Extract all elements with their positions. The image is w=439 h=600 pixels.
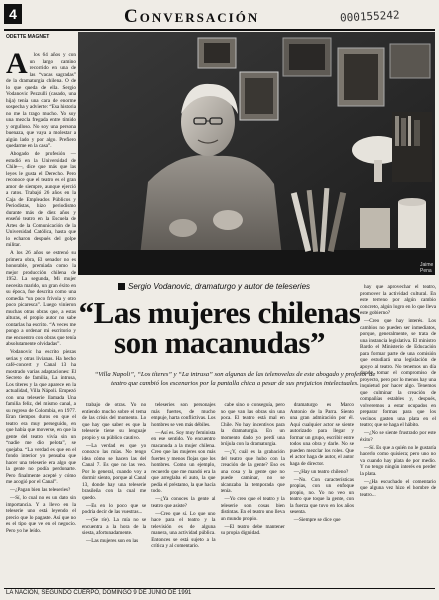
body-paragraph: —Es en lo poco que se podría decir de las vuestras... bbox=[82, 502, 147, 515]
body-column bbox=[151, 402, 215, 587]
photo-credit: Jaime Pena bbox=[420, 262, 434, 274]
body-columns bbox=[82, 402, 354, 587]
body-paragraph: —Yo creo que el teatro y la teleserie son cosas bien distintas. En el teatro uno lleva un mundo propio. bbox=[220, 496, 285, 522]
headline-line-2: son macanudas” bbox=[114, 325, 325, 360]
body-paragraph: —No. Con características propias, con un enfoque propio, no. Yo no veo un teatro que toque la gente, con la fuerza que tuvo en los años sesenta. bbox=[289, 476, 354, 515]
photo-caption: Sergio Vodanovic, dramaturgo y autor de teleseries bbox=[128, 282, 311, 291]
left-paragraph: Abogado de profesión —estudió en la Universidad de Chile—, dice que más que las leyes le gusta el Derecho. Pero reconoce que el teatro es el gran amor de siempre, aunque ejerció a ratos. Trabajó 26 años en la Caja de Empleados Públicos y Periodistas, hizo periodismo durante más de diez años y enseñó teatro en la Escuela de Artes de la Comunicación de la Universidad Católica, hasta que lo echaron después del golpe militar. bbox=[6, 151, 76, 248]
body-paragraph: —(Se ríe). La mía no se encuentra a la hora de la siesta, afortunadamente. bbox=[82, 517, 147, 536]
section-title: Conversación bbox=[124, 6, 260, 27]
body-paragraph: —La verdad es que yo conozco las mías. No tengo idea cómo se hacen las del Canal 7. Es que no las veo. Por lo general, cuando voy a dormir siento, porque al Canal 13, donde hay una teleserie brasileña con la cual me quedo. bbox=[82, 442, 147, 501]
photo-illustration bbox=[78, 32, 435, 275]
archive-reference: 000155242 bbox=[339, 8, 400, 25]
left-paragraph: A los 26 años se estrenó su primera obra, El senador no es honorable, premiada como la mejor producción chilena de 1952. La segunda, Mi mujer necesita marido, un gran éxito en su época, fue descrita como una comedia “un poco frívola y otro poco picaresca”. Luego vinieron muchas otras obras que, a estas alturas, el propio autor no sabe contarlas ha escrito. “A veces me pongo a ordenar mi escritorio y me encuentro con obras que tenía absolutamente olvidadas”. bbox=[6, 250, 76, 347]
right-paragraph: —¿Ha escuchado el comentario que alguna vez hizo el hombre de teatro... bbox=[360, 478, 436, 498]
right-paragraph: —Sí. Es que a quién no le gustaría hacerlo como quisiera; pero uno no va cuando hay plata de por medio. Y no tengo ningún interés en perder la plata. bbox=[360, 444, 436, 477]
subheadline: “Villa Napoli”, “Los títeres” y “La intrusa” son algunas de las telenovelas de este abogado y profesor de teatro que cambió los escenarios por la pantalla chica a pesar de sus prejuicios intelectuales. bbox=[94, 371, 376, 387]
body-column bbox=[82, 402, 146, 587]
left-paragraph: —¿Pagan bien las teleseries? bbox=[10, 487, 71, 493]
body-paragraph: —¿Y, cuál es la grabación del teatro que hubo con la creación de la gente? Eso es una cosa y la gente que no puede caminar, no se alcanzaba la temporada que tenía. bbox=[220, 449, 285, 494]
page-number: 4 bbox=[4, 4, 22, 24]
body-paragraph: dramaturgo es Marco Antonio de la Parra. Siento una gran admiración por él. Aquí cualquier actor se siente autorizado para llegar y formar un grupo, escribir entre todos una obra y darle. No se pueden mezclar los roles. Que el actor haga de autor, el autor haga de director. bbox=[289, 402, 354, 467]
footer-dateline: LA NACION, SEGUNDO CUERPO, DOMINGO 9 DE JUNIO DE 1991 bbox=[6, 590, 192, 596]
portrait-photo bbox=[78, 32, 435, 275]
byline: ODETTE MAGNET bbox=[6, 34, 50, 40]
right-paragraph: —¿No se siente frustrado por este éxito? bbox=[360, 430, 436, 443]
headline-line-1: “Las mujeres chilenas bbox=[78, 295, 361, 330]
body-paragraph: —Creo que sí. Lo que uno hace para el teatro y la televisión es de alguna manera, una actividad pública. Entonces se está sujeto a la crítica y al comentario. bbox=[151, 510, 216, 549]
body-paragraph: —Así es. Soy muy feminista en ese sentido. Yo encuentro macanuda a la mujer chilena. Creo que las mujeres son más fuertes y menos flojas que los hombres. Como un ejemplo, recuerdo que me mandó era la que arreglaba el auto, la que pedía el préstamo, la que hacía todo. bbox=[151, 429, 216, 494]
body-paragraph: —Las mujeres son en las bbox=[86, 538, 139, 544]
left-paragraph: Vodanovic ha escrito piezas serias y otras livianas. Ha hecho café-concert y Canal 13 ha mostrado varias adaptaciones: El Secreto de familia, La intrusa, Los títeres y la que aparece en la actualidad, Villa Nápoli. Empezó con una teleserie llamada Una familia feliz, del mismo canal, a su regreso de Colombia, en 1977. Eran tiempos duros en que el teatro era muy perseguido, en que había que moverse, en que la gente del teatro vivía sin un “nadie me dio pelota”, se quejaba. “La verdad es que en el fondo interior yo pensaba que hacer una teleserie era algo que la gente no podía perdonarte. Pero finalmente acepté y cómo me acogió por el Canal”. bbox=[6, 349, 76, 485]
body-paragraph: —Siempre se dice que bbox=[293, 517, 341, 523]
header-bar bbox=[4, 4, 435, 28]
body-paragraph: —¿Hay un teatro chileno? bbox=[293, 468, 349, 475]
left-paragraph: los 64 años y con un largo camino recorrido en una de las “vacas sagradas” de la dramaturgia chilena. O de lo que queda de ella. Sergio Vodanovic Pezzulli (casado, una hija) tenía una cara de enorme sospecha y advierte: “Esa historia no me la trago mucho. Yo soy una mezcla fregada entre tímido y orgulloso. No soy una persona buenaza, que vaya a molestar a algún lado y por algo. Prefiero quedarme en la casa”. bbox=[6, 52, 76, 149]
right-paragraph: hay que aprovechar el teatro, promover la actividad cultural. En este terreno por algún cambio concreto, algún logro en lo que lleva este gobierno? bbox=[360, 284, 436, 316]
body-column bbox=[221, 402, 285, 587]
body-paragraph: cabe sino o conseguía, pero no que van las obras sin una poca. El teatro está mal en Chile. No hay incentivos para la dramaturgia. En un momento dado yo perdí una brújula con la dramaturgia. bbox=[220, 402, 285, 447]
body-paragraph: trabajo de otras. Yo no entiendo mucho sobre el tema de las crisis del momento. Lo que hay que saber es que la teleserie tiene su lenguaje propio y su público cautivo. bbox=[82, 402, 147, 441]
body-paragraph: —¿Ya conoces la gente al teatro que asiste? bbox=[151, 496, 216, 509]
body-paragraph: teleseries son personajes más fuertes, de mucho empuje, harta conflictivas. Los hombres se ven más débiles. bbox=[151, 402, 216, 428]
right-paragraph: —Creo que hay interés. Los cambios no pueden ser inmediatos, porque, generalmente, se trata de una instancia legislativa. El ministro Bardo el Ministerio de Educación para formar parte de una comisión que estudiará una legislación de apoyo al teatro. No tenemos un día donde tomar el compromiso de proyecto, pero por lo menos hay una inquietud por hacer algo. Tenemos que culminar la creación de compañías estables y, después, volveremos a estar ocupados en preparar formas para que los vecinos gasten una plata en el teatro; que se haga el hábito. bbox=[360, 318, 436, 428]
footer-rule bbox=[4, 588, 435, 589]
body-paragraph: —El teatro debe mantener su propia dignidad. bbox=[220, 523, 285, 536]
body-column bbox=[290, 402, 354, 587]
drop-cap: A bbox=[6, 52, 28, 80]
caption-marker bbox=[118, 283, 125, 290]
right-column bbox=[360, 284, 436, 586]
left-paragraph: —Sí, lo cual no es un dato sin importancia. Y a llevo en la teleserie uno está leyendo el precio que lo pagaste. Así que no es el tipo que ve en el negocio. Pero yo he leído. bbox=[6, 495, 76, 534]
header-rule bbox=[4, 29, 435, 31]
